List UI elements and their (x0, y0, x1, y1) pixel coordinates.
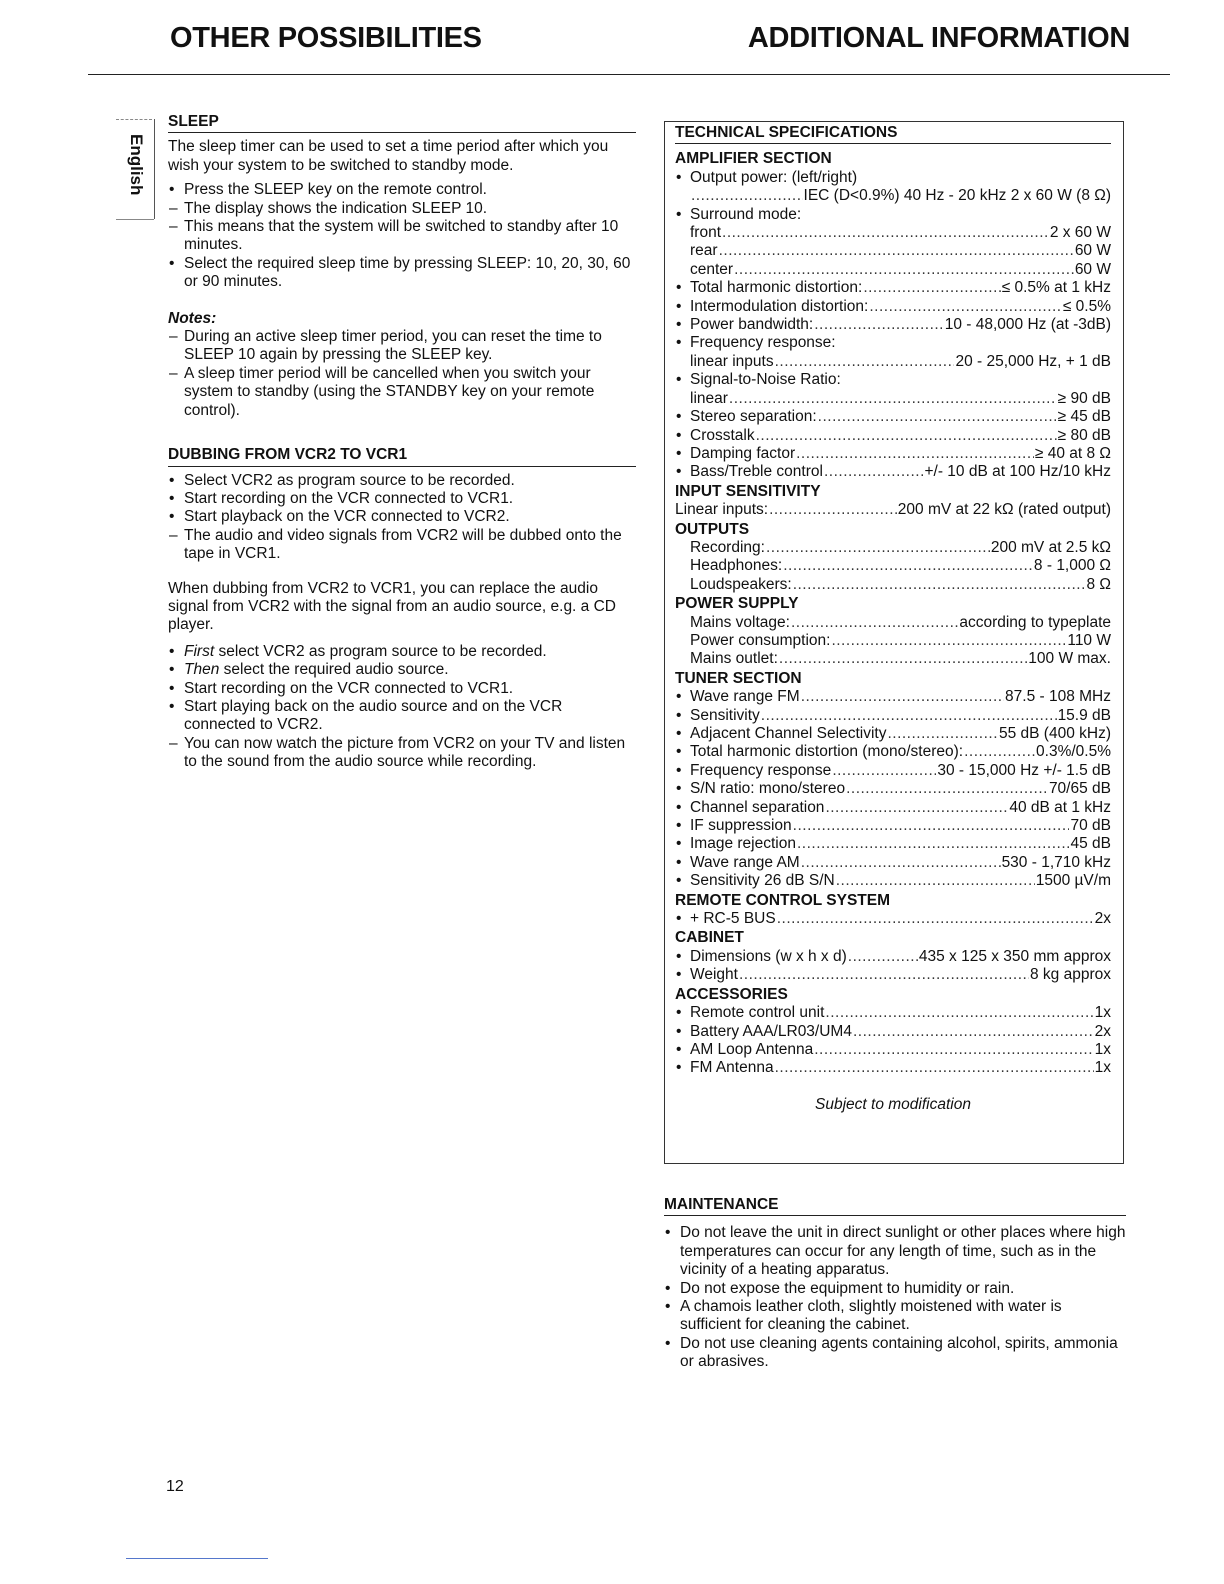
sleep-steps (168, 181, 636, 291)
spec-label: Headphones: (690, 557, 783, 575)
spec-value: 10 - 48,000 Hz (at -3dB) (944, 316, 1111, 334)
list-item (168, 735, 636, 772)
spec-value: 15.9 dB (1057, 706, 1111, 724)
spec-item (675, 206, 1111, 224)
list-item (168, 181, 636, 199)
spec-row (675, 539, 1111, 557)
spec-label: Surround mode: (690, 205, 802, 223)
outputs-heading: OUTPUTS (675, 520, 750, 538)
spec-label: Battery AAA/LR03/UM4 (690, 1022, 852, 1040)
spec-row (675, 390, 1111, 408)
spec-row (675, 854, 1111, 872)
spec-row (675, 463, 1111, 481)
spec-value: 1x (1094, 1004, 1111, 1022)
spec-label: front (690, 224, 722, 242)
spec-label: linear inputs (690, 352, 774, 370)
dubbing-alt-steps (168, 643, 636, 772)
bullet-icon: • (169, 181, 175, 199)
spec-label: Adjacent Channel Selectivity (690, 725, 887, 742)
spec-value: 87.5 - 108 MHz (1005, 688, 1111, 706)
list-item (664, 1224, 1126, 1279)
bullet-icon: • (676, 168, 682, 186)
spec-label: Loudspeakers: (690, 575, 792, 593)
spec-label: Wave range FM (690, 688, 800, 706)
bullet-icon: • (676, 316, 682, 334)
spec-label: Channel separation (690, 798, 825, 816)
spec-value: 2 x 60 W (1049, 224, 1111, 242)
bullet-icon: • (676, 1040, 682, 1058)
spec-row (675, 1004, 1111, 1022)
sleep-title: SLEEP (168, 113, 636, 133)
left-column (168, 113, 636, 772)
bullet-icon: • (676, 408, 682, 426)
spec-row (675, 817, 1111, 835)
notes-heading: Notes: (168, 309, 217, 327)
bullet-icon: • (676, 725, 682, 742)
dash-icon: – (169, 218, 178, 236)
modification-note: Subject to modification (815, 1095, 971, 1113)
dubbing-title: DUBBING FROM VCR2 TO VCR1 (168, 446, 636, 466)
spec-label: Dimensions (w x h x d) (690, 947, 847, 965)
spec-value: 110 W (1067, 631, 1111, 649)
dubbing-step-text: Start playback on the VCR connected to VCR2. (184, 508, 510, 526)
spec-value: 30 - 15,000 Hz +/- 1.5 dB (937, 761, 1111, 779)
spec-value: 1x (1094, 1040, 1111, 1058)
spec-label: Mains voltage: (690, 613, 790, 631)
dubbing-alt-text: Start recording on the VCR connected to VCR1. (184, 679, 514, 697)
list-item (168, 527, 636, 564)
spec-row (675, 224, 1111, 242)
tab-border-bottom (116, 219, 154, 220)
spec-row (675, 948, 1111, 966)
spec-row (675, 242, 1111, 260)
spec-value: 40 dB at 1 kHz (1009, 798, 1111, 816)
note-text: A sleep timer period will be cancelled when you switch your system to standby (using the STANDBY key on your remote control). (184, 364, 595, 419)
emphasis-text: Then (184, 661, 220, 679)
maintenance-title: MAINTENANCE (664, 1196, 1126, 1216)
language-label: English (127, 134, 146, 196)
sleep-step-text: This means that the system will be switched to standby after 10 minutes. (184, 218, 619, 254)
spec-value: 200 mV at 2.5 kΩ (990, 538, 1111, 556)
spec-label: Frequency response: (690, 334, 836, 352)
list-item (664, 1280, 1126, 1298)
bullet-icon: • (665, 1334, 671, 1352)
spec-row (675, 799, 1111, 817)
dash-icon: – (169, 734, 178, 752)
spec-value: 8 Ω (1086, 575, 1111, 593)
spec-row (675, 872, 1111, 890)
bullet-icon: • (676, 205, 682, 223)
spec-item (675, 169, 1111, 187)
dash-icon: – (169, 328, 178, 346)
spec-label: Intermodulation distortion: (690, 297, 869, 315)
bullet-icon: • (676, 297, 682, 315)
spec-label: linear (690, 389, 728, 407)
tab-border-top (116, 119, 152, 120)
spec-label: FM Antenna (690, 1059, 774, 1077)
bullet-icon: • (676, 444, 682, 462)
spec-label: Wave range AM (690, 853, 800, 871)
spec-row (675, 187, 1111, 205)
note-text: During an active sleep timer period, you can reset the time to SLEEP 10 again by pressing the SLEEP key. (184, 328, 602, 364)
bullet-icon: • (676, 688, 682, 706)
sleep-notes (168, 328, 636, 420)
list-item (168, 255, 636, 292)
spec-row (675, 835, 1111, 853)
spec-row (675, 688, 1111, 706)
spec-value: 0.3%/0.5% (1036, 743, 1111, 761)
spec-item (675, 371, 1111, 389)
spec-label: Mains outlet: (690, 650, 778, 668)
specs-title: TECHNICAL SPECIFICATIONS (675, 124, 1111, 144)
bullet-icon: • (676, 817, 682, 835)
bullet-icon: • (676, 371, 682, 389)
dash-icon: – (169, 526, 178, 544)
bullet-icon: • (169, 661, 175, 679)
bullet-icon: • (676, 761, 682, 779)
spec-value: ≤ 0.5% at 1 kHz (1001, 279, 1111, 297)
accessories-heading: ACCESSORIES (675, 985, 788, 1003)
bullet-icon: • (676, 1059, 682, 1077)
dubbing-steps (168, 472, 636, 564)
maintenance-text: Do not use cleaning agents containing alcohol, spirits, ammonia or abrasives. (680, 1334, 1118, 1371)
spec-row (675, 298, 1111, 316)
spec-label: Frequency response (690, 761, 832, 779)
spec-label: rear (690, 242, 718, 260)
header-divider (88, 74, 1170, 75)
technical-specifications-box (664, 121, 1124, 1164)
spec-row (675, 445, 1111, 463)
bullet-icon: • (676, 966, 682, 984)
spec-label: Bass/Treble control (690, 463, 823, 481)
spec-value: ≤ 0.5% (1062, 297, 1111, 315)
bullet-icon: • (676, 872, 682, 890)
spec-value: 60 W (1074, 260, 1111, 278)
bullet-icon: • (665, 1279, 671, 1297)
list-item (168, 643, 636, 661)
bullet-icon: • (169, 489, 175, 507)
dubbing-step-text: Select VCR2 as program source to be recorded. (184, 471, 515, 489)
list-item (168, 218, 636, 255)
spec-row (675, 614, 1111, 632)
page-number: 12 (166, 1478, 184, 1495)
spec-row (675, 261, 1111, 279)
tuner-heading: TUNER SECTION (675, 669, 802, 687)
bullet-icon: • (169, 697, 175, 715)
spec-value: 60 W (1074, 242, 1111, 260)
bullet-icon: • (169, 642, 175, 660)
spec-value: according to typeplate (959, 613, 1111, 631)
spec-row (675, 316, 1111, 334)
list-item (168, 661, 636, 679)
spec-row (675, 632, 1111, 650)
spec-label: Signal-to-Noise Ratio: (690, 371, 841, 389)
spec-label: Weight (690, 966, 738, 984)
spec-row (675, 501, 1111, 519)
list-item (168, 508, 636, 526)
spec-row (675, 966, 1111, 984)
bullet-icon: • (676, 1022, 682, 1040)
dash-icon: – (169, 364, 178, 382)
spec-row (675, 650, 1111, 668)
spec-value: 1500 µV/m (1035, 872, 1111, 890)
spec-label: Total harmonic distortion (mono/stereo): (690, 743, 964, 761)
spec-row (675, 1041, 1111, 1059)
bullet-icon: • (676, 743, 682, 761)
tab-border-right (154, 119, 155, 219)
spec-value: 20 - 25,000 Hz, + 1 dB (955, 352, 1111, 370)
bullet-icon: • (676, 334, 682, 352)
spec-value: ≥ 90 dB (1057, 389, 1111, 407)
spec-value: 530 - 1,710 kHz (1001, 853, 1111, 871)
spec-value: 1x (1094, 1059, 1111, 1077)
dubbing-step-text: Start recording on the VCR connected to VCR1. (184, 489, 514, 507)
right-page-title: ADDITIONAL INFORMATION (747, 22, 1130, 54)
bullet-icon: • (676, 798, 682, 816)
spec-label: IF suppression (690, 817, 792, 835)
maintenance-section (664, 1196, 1126, 1372)
spec-row (675, 743, 1111, 761)
spec-row (675, 1059, 1111, 1077)
maintenance-text: Do not leave the unit in direct sunlight or other places where high temperatures can occur for any length of time, such as in the vicinity of a heating apparatus. (680, 1224, 1126, 1279)
spec-row (675, 279, 1111, 297)
bullet-icon: • (665, 1298, 671, 1316)
list-item (168, 472, 636, 490)
spec-label: Recording: (690, 538, 765, 556)
bullet-icon: • (676, 947, 682, 965)
spec-value: 100 W max. (1028, 650, 1111, 668)
spec-label: S/N ratio: mono/stereo (690, 780, 846, 798)
list-item (168, 200, 636, 218)
spec-row (675, 576, 1111, 594)
spec-value: 2x (1094, 1022, 1111, 1040)
dubbing-alt-text: Start playing back on the audio source and on the VCR connected to VCR2. (184, 697, 563, 734)
dubbing-paragraph: When dubbing from VCR2 to VCR1, you can replace the audio signal from VCR2 with the signal from an audio source, e.g. a CD player. (168, 579, 616, 634)
spec-value: +/- 10 dB at 100 Hz/10 kHz (924, 463, 1111, 481)
spec-row (675, 910, 1111, 928)
spec-label: Sensitivity (690, 706, 760, 724)
spec-label: Stereo separation: (690, 408, 817, 426)
spec-row (675, 353, 1111, 371)
spec-row (675, 1023, 1111, 1041)
spec-value: 55 dB (400 kHz) (999, 725, 1111, 742)
dubbing-alt-text: You can now watch the picture from VCR2 on your TV and listen to the sound from the audio source while recording. (184, 734, 626, 771)
sleep-intro: The sleep timer can be used to set a time period after which you wish your system to be switched to standby mode. (168, 138, 609, 174)
footer-rule (126, 1558, 268, 1559)
sleep-step-text: Press the SLEEP key on the remote control. (184, 181, 487, 199)
power-heading: POWER SUPPLY (675, 595, 799, 613)
bullet-icon: • (676, 1004, 682, 1022)
spec-value: ≥ 80 dB (1057, 426, 1111, 444)
spec-label: Sensitivity 26 dB S/N (690, 872, 835, 890)
spec-row (675, 780, 1111, 798)
list-item (664, 1335, 1126, 1372)
bullet-icon: • (676, 279, 682, 297)
bullet-icon: • (169, 679, 175, 697)
spec-value: 435 x 125 x 350 mm approx (918, 947, 1111, 965)
bullet-icon: • (676, 910, 682, 928)
spec-value: 8 kg approx (1030, 966, 1111, 984)
spec-value: 45 dB (1070, 835, 1111, 853)
spec-value: 8 - 1,000 Ω (1033, 557, 1111, 575)
sleep-step-text: The display shows the indication SLEEP 10. (184, 199, 488, 217)
spec-label: Linear inputs: (675, 501, 769, 519)
spec-row (675, 408, 1111, 426)
cabinet-heading: CABINET (675, 929, 744, 947)
bullet-icon: • (676, 706, 682, 724)
bullet-icon: • (676, 780, 682, 798)
bullet-icon: • (169, 471, 175, 489)
spec-value: IEC (D<0.9%) 40 Hz - 20 kHz 2 x 60 W (8 Ω) (803, 187, 1111, 205)
spec-row (675, 427, 1111, 445)
spec-label: + RC-5 BUS (690, 910, 776, 928)
spec-label: Crosstalk (690, 426, 755, 444)
spec-item (675, 334, 1111, 352)
list-item (664, 1298, 1126, 1335)
list-item (168, 680, 636, 698)
bullet-icon: • (676, 835, 682, 853)
spec-label: Total harmonic distortion: (690, 279, 863, 297)
spec-row (675, 707, 1111, 725)
spec-label: Damping factor (690, 444, 796, 462)
spec-row (675, 762, 1111, 780)
spec-label: Power bandwidth: (690, 316, 814, 334)
maintenance-text: A chamois leather cloth, slightly moistened with water is sufficient for cleaning the cabinet. (680, 1298, 1062, 1334)
sleep-step-text: Select the required sleep time by pressing SLEEP: 10, 20, 30, 60 or 90 minutes. (184, 254, 631, 291)
spec-label: Image rejection (690, 835, 796, 853)
spec-value: 2x (1094, 910, 1111, 928)
spec-value: ≥ 40 at 8 Ω (1034, 444, 1111, 462)
spec-label: AM Loop Antenna (690, 1040, 814, 1058)
spec-value: 70/65 dB (1048, 780, 1111, 798)
bullet-icon: • (169, 254, 175, 272)
spec-label: Remote control unit (690, 1004, 825, 1022)
dash-icon: – (169, 199, 178, 217)
list-item (168, 328, 636, 365)
list-item (168, 698, 636, 735)
spec-label: center (690, 260, 734, 278)
emphasis-text: First (184, 642, 215, 660)
dubbing-alt-text: select VCR2 as program source to be recorded. (214, 642, 547, 660)
bullet-icon: • (169, 508, 175, 526)
spec-row (675, 557, 1111, 575)
dubbing-step-text: The audio and video signals from VCR2 will be dubbed onto the tape in VCR1. (184, 526, 622, 563)
dubbing-alt-text: select the required audio source. (219, 661, 449, 679)
maintenance-list (664, 1224, 1126, 1371)
bullet-icon: • (676, 853, 682, 871)
amplifier-heading: AMPLIFIER SECTION (675, 150, 832, 168)
bullet-icon: • (665, 1224, 671, 1242)
remote-heading: REMOTE CONTROL SYSTEM (675, 891, 891, 909)
list-item (168, 365, 636, 420)
spec-label: Power consumption: (690, 631, 831, 649)
left-page-title: OTHER POSSIBILITIES (170, 22, 482, 54)
spec-value: 70 dB (1070, 817, 1111, 835)
spec-value: ≥ 45 dB (1057, 408, 1111, 426)
spec-row (675, 725, 1111, 743)
list-item (168, 490, 636, 508)
bullet-icon: • (676, 463, 682, 481)
input-heading: INPUT SENSITIVITY (675, 482, 821, 500)
bullet-icon: • (676, 426, 682, 444)
maintenance-text: Do not expose the equipment to humidity or rain. (680, 1279, 1015, 1297)
spec-value: 200 mV at 22 kΩ (rated output) (897, 501, 1111, 519)
spec-label: Output power: (left/right) (690, 168, 858, 186)
